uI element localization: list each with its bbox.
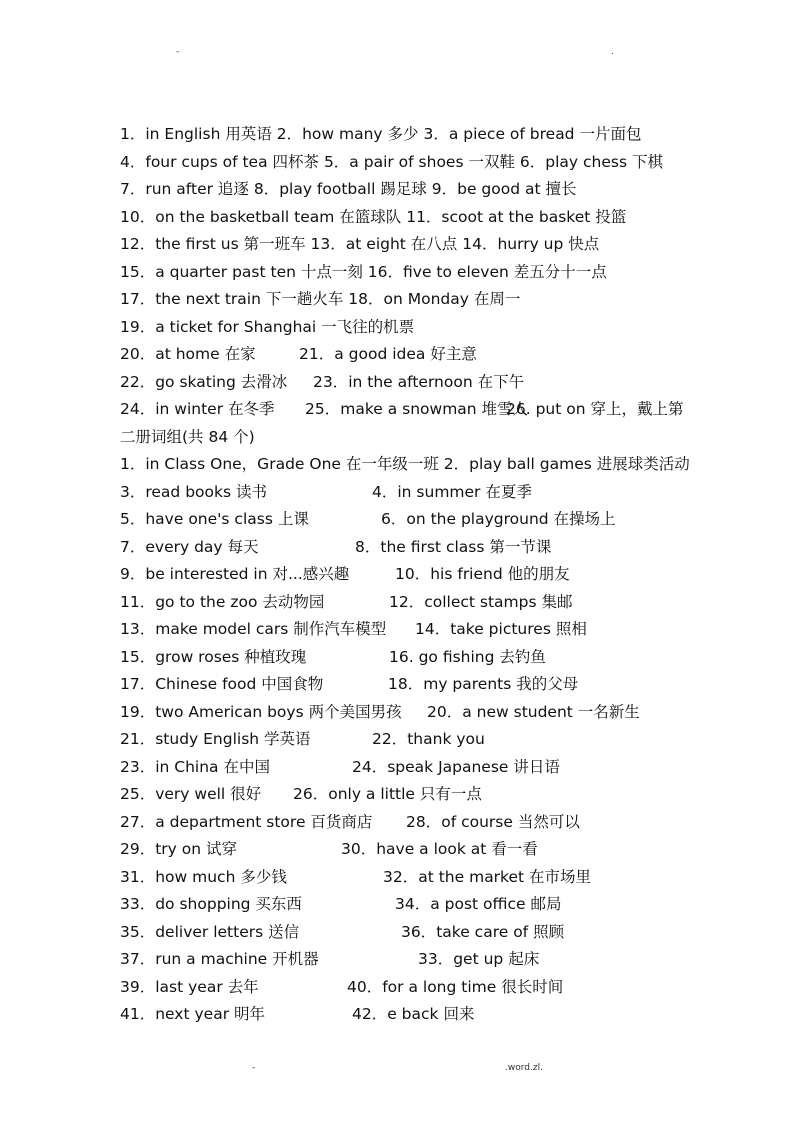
phrase-line bbox=[120, 781, 740, 809]
phrase-line bbox=[120, 644, 740, 672]
phrase-line bbox=[120, 534, 740, 562]
phrase-item: 7．run after 追逐 8．play football 踢足球 9．be good at 擅长 bbox=[120, 180, 577, 198]
phrase-line bbox=[120, 314, 740, 342]
phrase-item: 14．take pictures 照相 bbox=[415, 620, 587, 638]
phrase-line bbox=[120, 891, 740, 919]
phrase-item: 33．get up 起床 bbox=[418, 950, 540, 968]
phrase-line bbox=[120, 1001, 740, 1029]
phrase-item: 6．on the playground 在操场上 bbox=[381, 510, 616, 528]
phrase-item: 二册词组(共 84 个) bbox=[120, 427, 255, 446]
phrase-item: 20．a new student 一名新生 bbox=[427, 702, 640, 721]
phrase-line bbox=[120, 616, 740, 644]
phrase-item: 15．grow roses 种植玫瑰 bbox=[120, 647, 307, 666]
phrase-item: 26. put on 穿上，戴上第 bbox=[506, 400, 684, 418]
phrase-item: 18．my parents 我的父母 bbox=[388, 675, 579, 693]
phrase-line bbox=[120, 726, 740, 754]
phrase-item: 21．study English 学英语 bbox=[120, 730, 311, 748]
phrase-item: 16. go fishing 去钓鱼 bbox=[389, 647, 546, 666]
phrase-item: 9．be interested in 对...感兴趣 bbox=[120, 565, 350, 583]
header-right-mark: . bbox=[611, 47, 614, 57]
phrase-item: 15．a quarter past ten 十点一刻 16．five to eleven 差五分十一点 bbox=[120, 262, 607, 281]
phrase-item: 12．the first us 第一班车 13．at eight 在八点 14．hurry up 快点 bbox=[120, 235, 600, 253]
phrase-item: 33．do shopping 买东西 bbox=[120, 895, 302, 913]
phrase-line bbox=[120, 864, 740, 892]
phrase-line bbox=[120, 451, 740, 479]
phrase-item: 21．a good idea 好主意 bbox=[299, 345, 477, 363]
phrase-item: 40．for a long time 很长时间 bbox=[347, 977, 564, 996]
phrase-line bbox=[120, 176, 740, 204]
phrase-line bbox=[120, 396, 740, 424]
phrase-item: 34．a post office 邮局 bbox=[395, 895, 562, 913]
phrase-item: 42．e back 回来 bbox=[352, 1005, 475, 1023]
phrase-item: 29．try on 试穿 bbox=[120, 840, 238, 858]
phrase-line bbox=[120, 341, 740, 369]
phrase-item: 23．in China 在中国 bbox=[120, 757, 270, 776]
phrase-line bbox=[120, 836, 740, 864]
phrase-line bbox=[120, 589, 740, 617]
phrase-item: 1．in Class One，Grade One 在一年级一班 2．play ball games 进展球类活动 bbox=[120, 455, 690, 473]
phrase-list bbox=[120, 121, 740, 1029]
phrase-line bbox=[120, 946, 740, 974]
phrase-line bbox=[120, 286, 740, 314]
phrase-item: 17．the next train 下一趟火车 18．on Monday 在周一 bbox=[120, 290, 521, 308]
phrase-item: 12．collect stamps 集邮 bbox=[389, 592, 573, 611]
footer-right-mark: .word.zl. bbox=[505, 1063, 543, 1073]
phrase-line bbox=[120, 561, 740, 589]
phrase-item: 20．at home 在家 bbox=[120, 345, 256, 363]
phrase-item: 1．in English 用英语 2．how many 多少 3．a piece of bread 一片面包 bbox=[120, 125, 642, 143]
phrase-item: 10．on the basketball team 在篮球队 11．scoot at the basket 投篮 bbox=[120, 207, 627, 226]
phrase-line bbox=[120, 121, 740, 149]
phrase-item: 32．at the market 在市场里 bbox=[383, 867, 592, 886]
phrase-item: 24．in winter 在冬季 bbox=[120, 400, 275, 418]
phrase-item: 11．go to the zoo 去动物园 bbox=[120, 592, 325, 611]
phrase-item: 41．next year 明年 bbox=[120, 1005, 265, 1023]
phrase-item: 25．make a snowman 堆雪人 bbox=[305, 400, 529, 418]
phrase-item: 23．in the afternoon 在下午 bbox=[313, 372, 525, 391]
phrase-line bbox=[120, 974, 740, 1002]
phrase-item: 7．every day 每天 bbox=[120, 537, 259, 556]
phrase-item: 37．run a machine 开机器 bbox=[120, 950, 319, 968]
phrase-line bbox=[120, 671, 740, 699]
phrase-item: 24．speak Japanese 讲日语 bbox=[352, 757, 560, 776]
phrase-line bbox=[120, 204, 740, 232]
phrase-item: 31．how much 多少钱 bbox=[120, 867, 287, 886]
phrase-line bbox=[120, 919, 740, 947]
phrase-item: 19．two American boys 两个美国男孩 bbox=[120, 702, 402, 721]
phrase-item: 22．thank you bbox=[372, 730, 485, 748]
phrase-item: 22．go skating 去滑冰 bbox=[120, 372, 288, 391]
phrase-item: 39．last year 去年 bbox=[120, 977, 259, 996]
phrase-item: 26．only a little 只有一点 bbox=[293, 785, 482, 803]
phrase-item: 36．take care of 照顾 bbox=[401, 922, 565, 941]
phrase-line bbox=[120, 149, 740, 177]
phrase-item: 28．of course 当然可以 bbox=[406, 812, 580, 831]
phrase-item: 8．the first class 第一节课 bbox=[355, 537, 552, 556]
phrase-line bbox=[120, 231, 740, 259]
phrase-item: 13．make model cars 制作汽车模型 bbox=[120, 620, 387, 638]
phrase-line bbox=[120, 506, 740, 534]
phrase-line bbox=[120, 754, 740, 782]
phrase-item: 25．very well 很好 bbox=[120, 785, 262, 803]
phrase-item: 4．four cups of tea 四杯茶 5．a pair of shoes 一双鞋 6．play chess 下棋 bbox=[120, 152, 663, 171]
phrase-line bbox=[120, 259, 740, 287]
phrase-line bbox=[120, 369, 740, 397]
phrase-item: 5．have one's class 上课 bbox=[120, 510, 309, 528]
header-left-mark: - bbox=[176, 47, 180, 57]
phrase-item: 17．Chinese food 中国食物 bbox=[120, 675, 324, 693]
phrase-line bbox=[120, 809, 740, 837]
phrase-item: 19．a ticket for Shanghai 一飞往的机票 bbox=[120, 317, 415, 336]
phrase-item: 30．have a look at 看一看 bbox=[341, 840, 538, 858]
footer-left-mark: - bbox=[252, 1063, 256, 1073]
phrase-line bbox=[120, 424, 740, 452]
phrase-line bbox=[120, 479, 740, 507]
phrase-item: 4．in summer 在夏季 bbox=[372, 482, 532, 501]
phrase-item: 27．a department store 百货商店 bbox=[120, 812, 373, 831]
phrase-item: 35．deliver letters 送信 bbox=[120, 922, 300, 941]
phrase-line bbox=[120, 699, 740, 727]
phrase-item: 10．his friend 他的朋友 bbox=[395, 565, 570, 583]
phrase-item: 3．read books 读书 bbox=[120, 482, 267, 501]
